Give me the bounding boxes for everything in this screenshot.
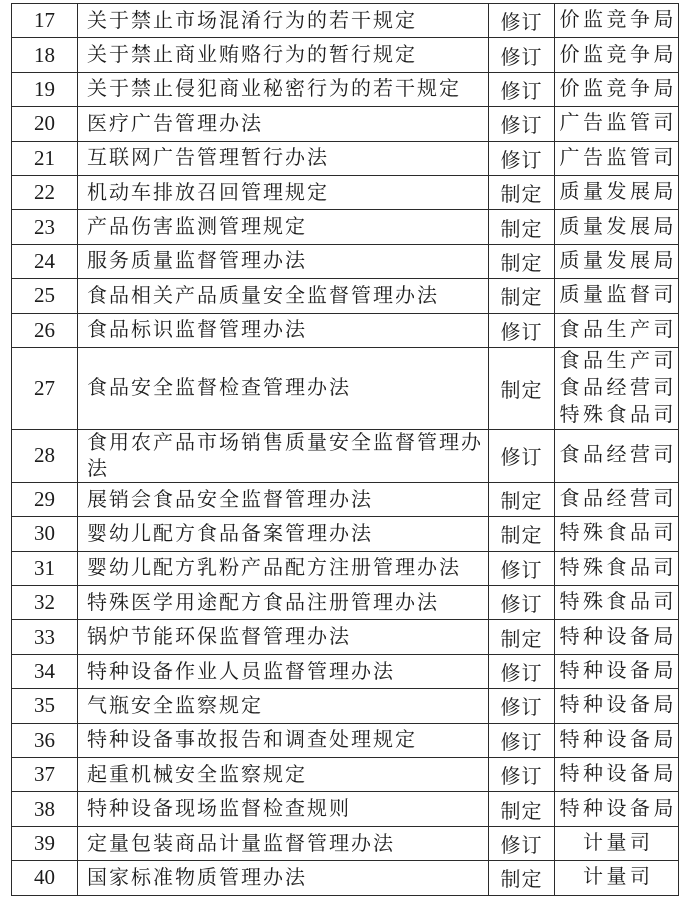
department-line: 特种设备局 bbox=[559, 728, 677, 751]
department-line: 质量监督司 bbox=[559, 284, 677, 307]
table-row bbox=[12, 429, 679, 482]
row-number-cell: 39 bbox=[12, 826, 78, 860]
regulation-title-cell: 关于禁止侵犯商业秘密行为的若干规定 bbox=[78, 72, 489, 106]
department-line: 特殊食品司 bbox=[559, 522, 677, 545]
regulation-title-cell: 特殊医学用途配方食品注册管理办法 bbox=[78, 586, 489, 620]
row-number-cell: 36 bbox=[12, 723, 78, 757]
table-row bbox=[12, 758, 679, 792]
department-line: 广告监管司 bbox=[559, 112, 677, 135]
regulation-title-cell: 国家标准物质管理办法 bbox=[78, 861, 489, 895]
row-number-cell: 28 bbox=[12, 429, 78, 482]
action-type-cell: 制定 bbox=[489, 210, 555, 244]
table-row bbox=[12, 141, 679, 175]
department-cell bbox=[555, 347, 679, 429]
row-number-cell: 30 bbox=[12, 517, 78, 551]
row-number-cell: 32 bbox=[12, 586, 78, 620]
department-line: 特种设备局 bbox=[559, 797, 677, 820]
table-row bbox=[12, 551, 679, 585]
action-type-cell: 制定 bbox=[489, 792, 555, 826]
row-number-cell: 22 bbox=[12, 175, 78, 209]
row-number-cell: 27 bbox=[12, 347, 78, 429]
regulation-title-cell: 医疗广告管理办法 bbox=[78, 107, 489, 141]
department-line: 价监竞争局 bbox=[559, 9, 677, 32]
action-type-cell: 修订 bbox=[489, 586, 555, 620]
row-number-cell: 20 bbox=[12, 107, 78, 141]
table-row bbox=[12, 210, 679, 244]
department-cell bbox=[555, 689, 679, 723]
department-cell bbox=[555, 551, 679, 585]
row-number-cell: 24 bbox=[12, 244, 78, 278]
regulation-title-cell: 机动车排放召回管理规定 bbox=[78, 175, 489, 209]
row-number-cell: 21 bbox=[12, 141, 78, 175]
department-line: 广告监管司 bbox=[559, 146, 677, 169]
table-row bbox=[12, 72, 679, 106]
department-line: 特殊食品司 bbox=[559, 556, 677, 579]
regulation-title-cell: 服务质量监督管理办法 bbox=[78, 244, 489, 278]
department-cell bbox=[555, 482, 679, 516]
row-number-cell: 18 bbox=[12, 38, 78, 72]
row-number-cell: 25 bbox=[12, 279, 78, 313]
table-row bbox=[12, 861, 679, 895]
department-line: 价监竞争局 bbox=[559, 77, 677, 100]
department-line: 特种设备局 bbox=[559, 625, 677, 648]
regulation-title-cell: 关于禁止商业贿赂行为的暂行规定 bbox=[78, 38, 489, 72]
department-line: 特殊食品司 bbox=[559, 591, 677, 614]
row-number-cell: 37 bbox=[12, 758, 78, 792]
action-type-cell: 修订 bbox=[489, 4, 555, 38]
department-line: 特种设备局 bbox=[559, 763, 677, 786]
action-type-cell: 制定 bbox=[489, 861, 555, 895]
department-line: 计量司 bbox=[583, 866, 654, 889]
table-row bbox=[12, 723, 679, 757]
table-row bbox=[12, 279, 679, 313]
regulation-title-cell: 关于禁止市场混淆行为的若干规定 bbox=[78, 4, 489, 38]
action-type-cell: 修订 bbox=[489, 72, 555, 106]
regulation-title-cell: 气瓶安全监察规定 bbox=[78, 689, 489, 723]
table-row bbox=[12, 347, 679, 429]
action-type-cell: 制定 bbox=[489, 482, 555, 516]
regulation-title-cell: 锅炉节能环保监督管理办法 bbox=[78, 620, 489, 654]
department-line: 食品经营司 bbox=[559, 444, 677, 467]
regulation-title-cell: 婴幼儿配方食品备案管理办法 bbox=[78, 517, 489, 551]
table-row bbox=[12, 826, 679, 860]
action-type-cell: 修订 bbox=[489, 313, 555, 347]
department-line: 特殊食品司 bbox=[559, 403, 677, 426]
department-cell bbox=[555, 620, 679, 654]
action-type-cell: 修订 bbox=[489, 38, 555, 72]
action-type-cell: 修订 bbox=[489, 107, 555, 141]
department-cell bbox=[555, 313, 679, 347]
row-number-cell: 26 bbox=[12, 313, 78, 347]
regulation-title-cell: 特种设备作业人员监督管理办法 bbox=[78, 654, 489, 688]
regulation-title-cell: 产品伤害监测管理规定 bbox=[78, 210, 489, 244]
department-cell bbox=[555, 279, 679, 313]
department-cell bbox=[555, 517, 679, 551]
table-row bbox=[12, 244, 679, 278]
table-row bbox=[12, 620, 679, 654]
regulation-title-cell: 特种设备现场监督检查规则 bbox=[78, 792, 489, 826]
department-line: 食品生产司 bbox=[559, 349, 677, 372]
table-row bbox=[12, 586, 679, 620]
department-line: 质量发展局 bbox=[559, 215, 677, 238]
regulation-title-cell: 食品安全监督检查管理办法 bbox=[78, 347, 489, 429]
regulations-table bbox=[11, 3, 679, 896]
action-type-cell: 修订 bbox=[489, 429, 555, 482]
action-type-cell: 修订 bbox=[489, 826, 555, 860]
department-line: 计量司 bbox=[583, 832, 654, 854]
action-type-cell: 制定 bbox=[489, 175, 555, 209]
table-body bbox=[12, 4, 679, 896]
action-type-cell: 修订 bbox=[489, 723, 555, 757]
table-row bbox=[12, 654, 679, 688]
table-row bbox=[12, 107, 679, 141]
department-cell bbox=[555, 175, 679, 209]
regulation-title-cell: 食品标识监督管理办法 bbox=[78, 313, 489, 347]
department-cell bbox=[555, 723, 679, 757]
action-type-cell: 制定 bbox=[489, 620, 555, 654]
department-cell bbox=[555, 586, 679, 620]
action-type-cell: 制定 bbox=[489, 517, 555, 551]
regulation-title-cell: 特种设备事故报告和调查处理规定 bbox=[78, 723, 489, 757]
department-line: 特种设备局 bbox=[559, 694, 677, 717]
row-number-cell: 19 bbox=[12, 72, 78, 106]
department-cell bbox=[555, 826, 679, 860]
department-line: 价监竞争局 bbox=[559, 43, 677, 66]
action-type-cell: 制定 bbox=[489, 244, 555, 278]
table-row bbox=[12, 482, 679, 516]
department-cell bbox=[555, 107, 679, 141]
department-cell bbox=[555, 4, 679, 38]
department-line: 食品经营司 bbox=[559, 376, 677, 399]
table-row bbox=[12, 689, 679, 723]
row-number-cell: 35 bbox=[12, 689, 78, 723]
action-type-cell: 制定 bbox=[489, 347, 555, 429]
table-row bbox=[12, 792, 679, 826]
table-row bbox=[12, 175, 679, 209]
row-number-cell: 17 bbox=[12, 4, 78, 38]
action-type-cell: 修订 bbox=[489, 654, 555, 688]
department-cell bbox=[555, 38, 679, 72]
row-number-cell: 31 bbox=[12, 551, 78, 585]
department-cell bbox=[555, 861, 679, 895]
action-type-cell: 制定 bbox=[489, 279, 555, 313]
row-number-cell: 38 bbox=[12, 792, 78, 826]
regulation-title-cell: 起重机械安全监察规定 bbox=[78, 758, 489, 792]
row-number-cell: 33 bbox=[12, 620, 78, 654]
department-line: 特种设备局 bbox=[559, 660, 677, 683]
regulation-title-cell: 互联网广告管理暂行办法 bbox=[78, 141, 489, 175]
action-type-cell: 修订 bbox=[489, 551, 555, 585]
regulation-title-cell: 婴幼儿配方乳粉产品配方注册管理办法 bbox=[78, 551, 489, 585]
regulation-title-cell: 定量包装商品计量监督管理办法 bbox=[78, 826, 489, 860]
regulation-title-cell: 展销会食品安全监督管理办法 bbox=[78, 482, 489, 516]
regulation-title-cell: 食品相关产品质量安全监督管理办法 bbox=[78, 279, 489, 313]
department-cell bbox=[555, 429, 679, 482]
action-type-cell: 修订 bbox=[489, 141, 555, 175]
department-cell bbox=[555, 758, 679, 792]
department-line: 质量发展局 bbox=[559, 181, 677, 204]
department-cell bbox=[555, 72, 679, 106]
table-row bbox=[12, 38, 679, 72]
regulation-title-cell: 食用农产品市场销售质量安全监督管理办法 bbox=[78, 429, 489, 482]
table-row bbox=[12, 517, 679, 551]
department-line: 食品经营司 bbox=[559, 488, 677, 511]
department-line: 食品生产司 bbox=[559, 318, 677, 341]
row-number-cell: 34 bbox=[12, 654, 78, 688]
action-type-cell: 修订 bbox=[489, 689, 555, 723]
row-number-cell: 40 bbox=[12, 861, 78, 895]
department-cell bbox=[555, 141, 679, 175]
table-row bbox=[12, 4, 679, 38]
row-number-cell: 29 bbox=[12, 482, 78, 516]
action-type-cell: 修订 bbox=[489, 758, 555, 792]
department-line: 质量发展局 bbox=[559, 249, 677, 272]
department-cell bbox=[555, 654, 679, 688]
row-number-cell: 23 bbox=[12, 210, 78, 244]
department-cell bbox=[555, 792, 679, 826]
table-row bbox=[12, 313, 679, 347]
department-cell bbox=[555, 244, 679, 278]
department-cell bbox=[555, 210, 679, 244]
